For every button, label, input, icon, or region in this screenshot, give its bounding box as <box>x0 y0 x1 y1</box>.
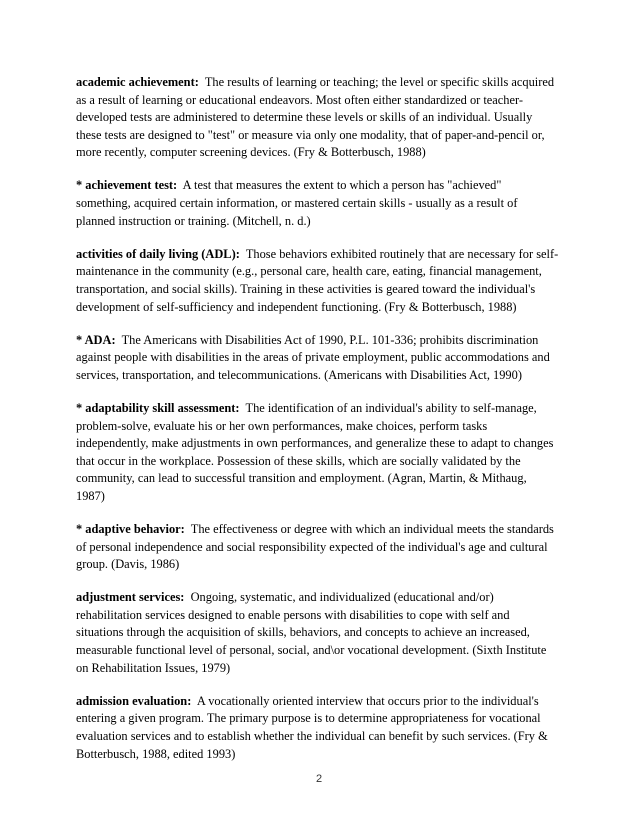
entry-text: The Americans with Disabilities Act of 1990, P.L. 101-336; prohibits discrimination <box>121 332 539 347</box>
entry-text: as a result of learning or educational endeavors. Most often either standardized or teacher- <box>76 92 524 107</box>
entry-text: of personal independence and social responsibility expected of the individual's age and cultural <box>76 539 548 554</box>
entry-text: The effectiveness or degree with which an individual meets the standards <box>190 521 554 536</box>
entry-text: A vocationally oriented interview that occurs prior to the individual's <box>196 693 539 708</box>
glossary-content <box>76 74 566 779</box>
entry-text: group. (Davis, 1986) <box>76 557 180 572</box>
entry-text: The identification of an individual's ability to self-manage, <box>245 400 537 415</box>
entry-text: planned instruction or training. (Mitchell, n. d.) <box>76 213 311 228</box>
entry-text: maintenance in the community (e.g., personal care, health care, eating, financial management, <box>76 264 542 279</box>
entry-text: Ongoing, systematic, and individualized (educational and/or) <box>190 590 494 605</box>
entry-text: independently, make adjustments in own performances, and generalize these to adapt to changes <box>76 436 554 451</box>
entry-text: 1987) <box>76 488 105 503</box>
glossary-entry-admission-evaluation <box>76 693 566 763</box>
glossary-entry-adaptability-skill-assessment <box>76 400 566 506</box>
entry-text: Those behaviors exhibited routinely that are necessary for self- <box>245 246 559 261</box>
entry-text: on Rehabilitation Issues, 1979) <box>76 660 231 675</box>
entry-text: community, can lead to successful transition and employment. (Agran, Martin, & Mithaug, <box>76 471 527 486</box>
entry-term: * achievement test: <box>76 178 178 193</box>
entry-term: * adaptability skill assessment: <box>76 400 240 415</box>
entry-text: situations through the acquisition of skills, behaviors, and concepts to achieve an increased, <box>76 625 530 640</box>
entry-text: more recently, computer screening devices. (Fry & Botterbusch, 1988) <box>76 145 426 160</box>
entry-term: activities of daily living (ADL): <box>76 246 240 261</box>
entry-term: adjustment services: <box>76 590 185 605</box>
entry-text: rehabilitation services designed to enable persons with disabilities to cope with self and <box>76 607 510 622</box>
entry-text: that occur in the workplace. Possession of these skills, which are socially validated by the <box>76 453 521 468</box>
entry-text: evaluation services and to establish whether the individual can benefit by such services. (Fry & <box>76 728 548 743</box>
entry-text: something, acquired certain information, or mastered certain skills - usually as a result of <box>76 196 518 211</box>
glossary-entry-achievement-test <box>76 177 566 230</box>
entry-text: development of self-sufficiency and independent functioning. (Fry & Botterbusch, 1988) <box>76 299 517 314</box>
entry-text: measurable functional level of personal, social, and\or vocational development. (Sixth Institute <box>76 643 547 658</box>
entry-text: A test that measures the extent to which a person has "achieved" <box>182 178 502 193</box>
entry-text: developed tests are administered to determine these levels or skills of an individual. Usually <box>76 110 533 125</box>
glossary-entry-ada <box>76 332 566 385</box>
entry-term: admission evaluation: <box>76 693 192 708</box>
glossary-entry-adjustment-services <box>76 589 566 677</box>
entry-text: Botterbusch, 1988, edited 1993) <box>76 746 236 761</box>
entry-text: transportation, and social skills). Training in these activities is geared toward the individual's <box>76 281 536 296</box>
entry-text: against people with disabilities in the areas of private employment, public accommodations and <box>76 350 550 365</box>
entry-text: entering a given program. The primary purpose is to determine appropriateness for vocational <box>76 711 541 726</box>
entry-term: * ADA: <box>76 332 116 347</box>
glossary-entry-academic-achievement <box>76 74 566 162</box>
entry-term: * adaptive behavior: <box>76 521 185 536</box>
entry-text: The results of learning or teaching; the level or specific skills acquired <box>204 75 555 89</box>
page-number: 2 <box>315 773 323 785</box>
glossary-entry-adaptive-behavior <box>76 521 566 574</box>
glossary-entry-adl <box>76 246 566 316</box>
entry-text: problem-solve, evaluate his or her own performances, make choices, perform tasks <box>76 418 488 433</box>
entry-text: services, transportation, and telecommunications. (Americans with Disabilities Act, 1990) <box>76 367 522 382</box>
entry-text: these tests are designed to "test" or measure via only one modality, that of paper-and-pencil or, <box>76 127 545 142</box>
entry-term: academic achievement: <box>76 75 199 89</box>
